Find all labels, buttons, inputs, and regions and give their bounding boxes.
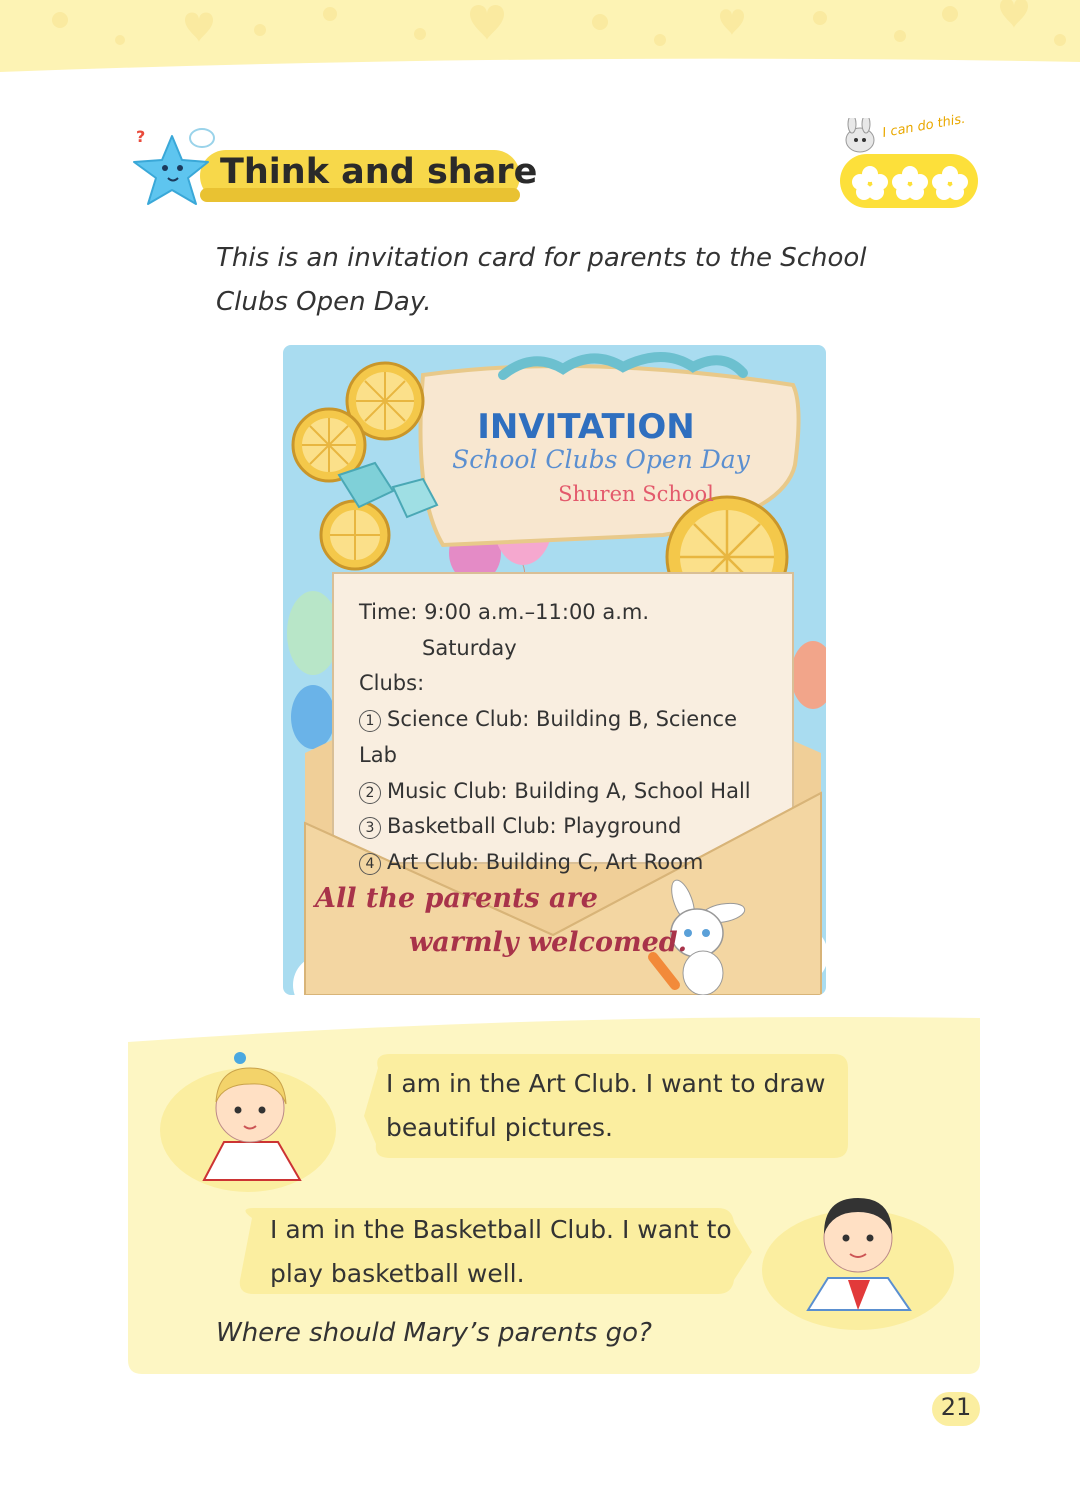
invitation-subtitle: School Clubs Open Day	[452, 445, 750, 474]
intro-text	[216, 236, 876, 324]
invitation-title: INVITATION	[477, 407, 695, 447]
club-number: 1	[359, 710, 381, 732]
welcome-line: warmly welcomed.	[409, 927, 688, 958]
intro-line: This is an invitation card for parents to the School	[216, 243, 867, 273]
bunny-icon	[846, 118, 874, 152]
clubs-label: Clubs:	[359, 671, 425, 696]
club-text: Basketball Club: Playground	[387, 814, 682, 839]
invitation-details	[359, 595, 779, 881]
section-title: Think and share	[220, 152, 538, 192]
club-number: 2	[359, 782, 381, 804]
time-line: Time: 9:00 a.m.–11:00 a.m.	[359, 600, 650, 624]
club-item	[359, 809, 779, 845]
top-decorative-band	[0, 0, 1080, 80]
club-item	[359, 702, 779, 773]
club-number: 4	[359, 853, 381, 875]
boy-speech-bubble	[270, 1208, 740, 1296]
girl-speech-bubble	[386, 1062, 826, 1150]
welcome-line: All the parents are	[315, 883, 598, 914]
badge-label: I can do this.	[881, 111, 967, 141]
club-text: Art Club: Building C, Art Room	[387, 849, 704, 874]
intro-line: Clubs Open Day.	[216, 287, 432, 317]
speech-line: I am in the Art Club. I want to draw	[386, 1069, 826, 1098]
invitation-school: Shuren School	[558, 482, 714, 506]
day-line: Saturday	[422, 635, 517, 660]
club-item	[359, 845, 779, 881]
speech-line: I am in the Basketball Club. I want to	[270, 1215, 732, 1244]
invitation-card	[283, 345, 826, 995]
speech-line: beautiful pictures.	[386, 1113, 613, 1142]
page-number: 21	[940, 1393, 972, 1421]
speech-line: play basketball well.	[270, 1259, 525, 1288]
club-text: Music Club: Building A, School Hall	[387, 778, 751, 803]
question-text: Where should Mary’s parents go?	[216, 1318, 652, 1348]
club-number: 3	[359, 817, 381, 839]
club-item	[359, 774, 779, 810]
club-text: Science Club: Building B, Science Lab	[359, 707, 737, 767]
svg-text:?: ?	[136, 128, 146, 146]
